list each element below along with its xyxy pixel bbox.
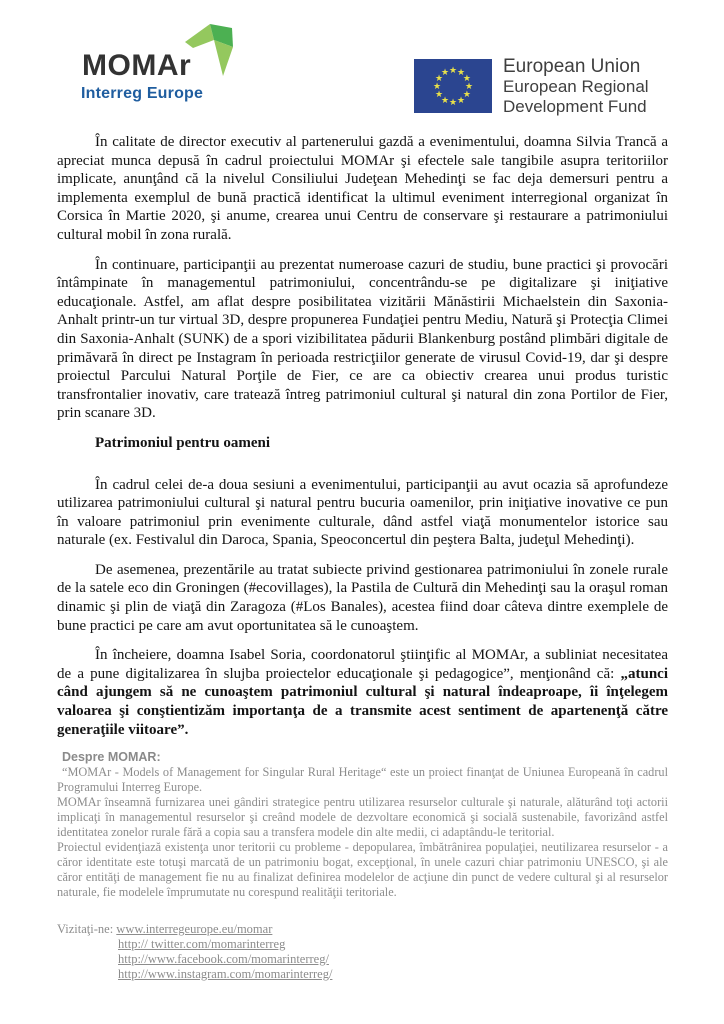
visit-us-label: Vizitaţi-ne: — [57, 922, 114, 937]
svg-text:★: ★ — [462, 74, 471, 84]
svg-text:★: ★ — [456, 95, 466, 106]
paragraph-2: În continuare, participanţii au prezentat numeroase cazuri de studiu, bune practici şi provocări întâmpinate în managementul patrimoniului, concentrându-se pe digitalizare şi iniţiative educaţionale. Astfel, am aflat despre posibilitatea vizitării Mănăstirii Michaelstein din Saxonia-Anhalt printr-un tur virtual 3D, despre propunerea Fundaţiei pentru Mediu, Natură şi Protecţia Climei din Saxonia-Anhalt (SUNK) de a spori vizibilitatea pădurii Blankenburg postând plimbări digitale de primăvară în direct pe Instagram în perioada restricţiilor generate de virusul Covid-19, dar şi despre proiectul Parcului Natural Porţile de Fier, ce are ca obiectiv crearea unui produs turistic transfrontalier inovativ, care tratează întreg patrimoniul cultural şi natural din zona Portilor de Fier, prin scanare 3D. — [57, 256, 668, 422]
closing-quote-bold: „atunci când ajungem să ne cunoaştem patrimoniul cultural şi natural îndeaproape, îi înţelegem valoarea şi conştientizăm importanţa de a transmite acest sentiment de apartenenţă către generaţiile viitoare”. — [57, 665, 668, 738]
closing-quote-intro: În încheiere, doamna Isabel Soria, coordonatorul ştiinţific al MOMAr, a subliniat necesitatea de a pune digitalizarea în slujba proiectelor educaţionale şi pedagogice”, menţionând că: — [57, 647, 668, 682]
eu-text-line1: European Union — [503, 56, 641, 77]
eu-logo — [414, 56, 649, 117]
paragraph-3: În cadrul celei de-a doua sesiuni a evenimentului, participanţii au avut ocazia să aprofundeze utilizarea patrimoniului cultural şi natural pentru bucuria oamenilor, prin iniţiative inovative ce pun în valoare patrimoniul prin evenimente culturale, dând astfel viaţă monumentelor istorice sau naturale (ex. Festivalul din Daroca, Spania, Speoconcertul din peştera Balta, judeţul Mehedinţi). — [57, 476, 668, 549]
paragraph-5 — [57, 646, 668, 739]
link-instagram[interactable]: http://www.instagram.com/momarinterreg/ — [118, 966, 333, 981]
eu-text-line2: European Regional — [503, 77, 649, 96]
svg-text:★: ★ — [440, 95, 450, 106]
article-body — [57, 133, 668, 981]
section-heading: Patrimoniul pentru oameni — [95, 434, 270, 451]
about-paragraph-2: MOMAr înseamnă furnizarea unei gândiri strategice pentru utilizarea resurselor culturale şi naturale, alăturând toţi actorii implicaţi în managementul resurselor şi creând modele de dezvoltare economică şi socială sustenabile, favorizând astfel identitatea zonelor rurale fără a copia sau a transfera modele din alte medii, ci adaptându-le teritorial. — [57, 795, 668, 840]
link-facebook[interactable]: http://www.facebook.com/momarinterreg/ — [118, 951, 329, 966]
svg-text:★: ★ — [448, 66, 458, 76]
momar-subtitle: Interreg Europe — [81, 85, 204, 102]
paragraph-1: În calitate de director executiv al partenerului gazdă a evenimentului, doamna Silvia Trancă a apreciat munca depusă în cadrul proiectului MOMAr şi efectele sale tangibile asupra teritoriilor implicate, anunţând că la nivelul Consiliului Judeţean Mehedinţi se fac deja demersuri pentru a implementa exemplul de bună practică identificat la ultimul eveniment interregional organizat în Corsica în Martie 2020, şi anume, crearea unui Centru de conservare şi restaurare a patrimoniului cultural mobil în zona rurală. — [57, 134, 668, 243]
svg-text:★: ★ — [462, 90, 471, 100]
momar-wordmark: MOMAr — [82, 49, 192, 82]
svg-text:★: ★ — [448, 98, 458, 108]
svg-text:★: ★ — [435, 74, 444, 84]
svg-text:★: ★ — [456, 68, 466, 78]
svg-text:★: ★ — [464, 82, 474, 92]
about-section — [57, 750, 668, 900]
eu-logo-text — [503, 56, 649, 117]
about-paragraph-3: Proiectul evidenţiază existenţa unor teritorii cu probleme - depopularea, îmbătrânirea populaţiei, neutilizarea resurselor - a căror identitate este totuşi marcată de un patrimoniu bogat, excepţional, în unele cazuri chiar patrimoniu UNESCO, şi ale căror entităţi de management fie nu au finalizat definirea modelelor de acţiune din punct de vedere cultural şi al resurselor naturale, fie modelele împrumutate nu corespund realităţii teritoriale. — [57, 840, 668, 900]
about-paragraph-1: “MOMAr - Models of Management for Singular Rural Heritage“ este un proiect finanţat de Uniunea Europeană în cadrul Programului Interreg Europe. — [57, 765, 668, 795]
momar-logo — [76, 24, 246, 108]
svg-text:★: ★ — [440, 68, 450, 78]
links-first-row — [57, 922, 668, 937]
links-rest — [118, 937, 668, 981]
link-twitter[interactable]: http:// twitter.com/momarinterreg — [118, 937, 286, 952]
paragraph-4: De asemenea, prezentările au tratat subiecte privind gestionarea patrimoniului în zonele rurale de la satele eco din Groningen (#ecovillages), la Pastila de Cultură din Mehedinţi sau la oraşul roman dinamic şi plin de viaţă din Zaragoza (#Los Banales), acestea fiind doar câteva dintre exemplele de bune practici pe care am avut oportunitatea să le cunoaştem. — [57, 561, 668, 634]
eu-text-line3: Development Fund — [503, 97, 647, 116]
links-section — [57, 922, 668, 981]
eu-flag-icon — [414, 59, 492, 113]
svg-text:★: ★ — [432, 82, 442, 92]
link-interregeurope[interactable]: www.interregeurope.eu/momar — [116, 922, 273, 937]
page-header — [0, 0, 724, 130]
svg-text:★: ★ — [435, 90, 444, 100]
about-heading: Despre MOMAR: — [62, 750, 161, 765]
